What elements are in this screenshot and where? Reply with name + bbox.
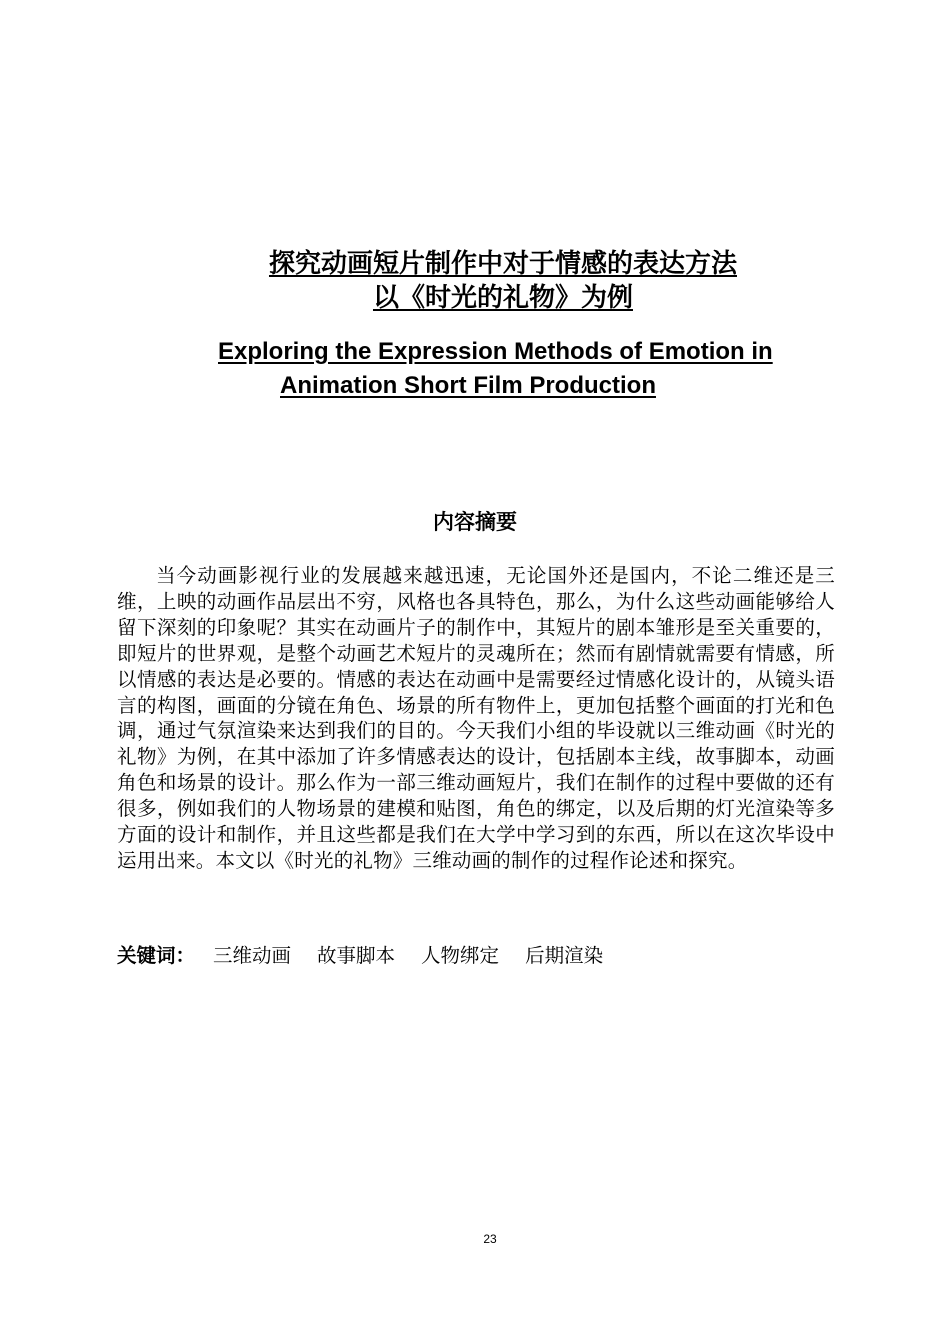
keyword-item: 后期渲染 bbox=[525, 944, 604, 967]
keyword-item: 故事脚本 bbox=[317, 944, 396, 967]
keywords-label: 关键词： bbox=[117, 944, 196, 967]
keyword-item: 三维动画 bbox=[213, 944, 292, 967]
chinese-title-line-1: 探究动画短片制作中对于情感的表达方法 bbox=[268, 249, 737, 279]
abstract-body: 当今动画影视行业的发展越来越迅速，无论国外还是国内，不论二维还是三维，上映的动画作品层出不穷，风格也各具特色，那么，为什么这些动画能够给人留下深刻的印象呢？其实在动画片子的制作中，其短片的剧本雏形是至关重要的，即短片的世界观，是整个动画艺术短片的灵魂所在；然而有剧情就需要有情感，所以情感的表达是必要的。情感的表达在动画中是需要经过情感化设计的，从镜头语言的构图，画面的分镜在角色、场景的所有物件上，更加包括整个画面的打光和色调，通过气氛渲染来达到我们的目的。今天我们小组的毕设就以三维动画《时光的礼物》为例，在其中添加了许多情感表达的设计，包括剧本主线，故事脚本，动画角色和场景的设计。那么作为一部三维动画短片，我们在制作的过程中要做的还有很多，例如我们的人物场景的建模和贴图，角色的绑定，以及后期的灯光渲染等多方面的设计和制作，并且这些都是我们在大学中学习到的东西，所以在这次毕设中运用出来。本文以《时光的礼物》三维动画的制作的过程作论述和探究。 bbox=[117, 564, 835, 872]
english-title-line-1: Exploring the Expression Methods of Emotion in bbox=[218, 338, 773, 365]
keywords-line bbox=[117, 943, 629, 969]
chinese-title-line-2: 以《时光的礼物》为例 bbox=[372, 283, 633, 313]
page-number: 23 bbox=[483, 1232, 497, 1246]
abstract-heading: 内容摘要 bbox=[433, 510, 517, 534]
english-title-line-2: Animation Short Film Production bbox=[280, 372, 656, 399]
keyword-item: 人物绑定 bbox=[421, 944, 500, 967]
